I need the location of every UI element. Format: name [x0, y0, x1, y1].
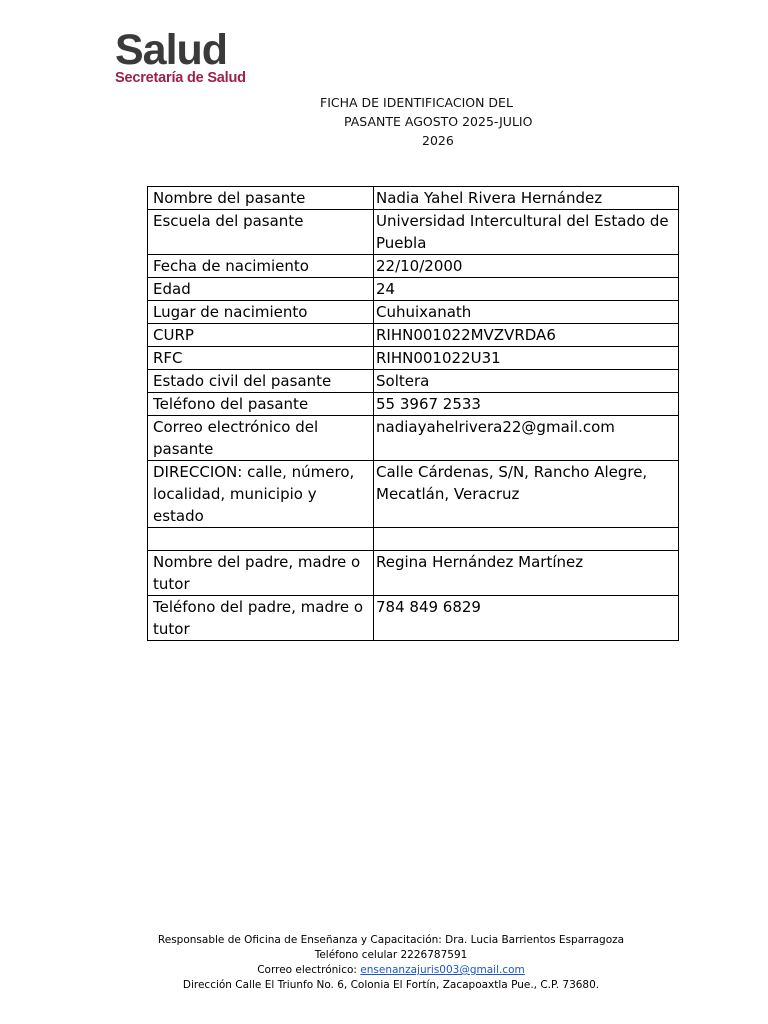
row-value: 55 3967 2533	[374, 393, 679, 416]
row-value: Calle Cárdenas, S/N, Rancho Alegre, Mecatlán, Veracruz	[374, 461, 679, 528]
table-row-empty	[148, 528, 679, 551]
row-value: nadiayahelrivera22@gmail.com	[374, 416, 679, 461]
logo-sub-text: Secretaría de Salud	[115, 70, 246, 86]
table-row	[148, 210, 679, 255]
row-value: 24	[374, 278, 679, 301]
logo-main-text: Salud	[115, 26, 228, 74]
student-info-table	[147, 186, 679, 641]
row-value: Soltera	[374, 370, 679, 393]
title-line-1: FICHA DE IDENTIFICACION DEL	[320, 95, 513, 110]
row-label: Nombre del pasante	[148, 187, 374, 210]
row-value: Nadia Yahel Rivera Hernández	[374, 187, 679, 210]
table-row	[148, 301, 679, 324]
table-row	[148, 596, 679, 641]
row-value: 22/10/2000	[374, 255, 679, 278]
table-row	[148, 255, 679, 278]
title-line-3: 2026	[422, 133, 454, 148]
row-label: Teléfono del padre, madre o tutor	[148, 596, 374, 641]
row-label: Lugar de nacimiento	[148, 301, 374, 324]
table-row	[148, 278, 679, 301]
row-label	[148, 528, 374, 551]
row-label: RFC	[148, 347, 374, 370]
page-footer	[0, 933, 768, 993]
row-label: Teléfono del pasante	[148, 393, 374, 416]
row-label: Edad	[148, 278, 374, 301]
row-label: DIRECCION: calle, número, localidad, municipio y estado	[148, 461, 374, 528]
row-value: RIHN001022MVZVRDA6	[374, 324, 679, 347]
row-value: Universidad Intercultural del Estado de Puebla	[374, 210, 679, 255]
row-label: Fecha de nacimiento	[148, 255, 374, 278]
row-value	[374, 528, 679, 551]
footer-responsible: Responsable de Oficina de Enseñanza y Capacitación: Dra. Lucia Barrientos Esparragoza	[157, 934, 625, 946]
table-row	[148, 461, 679, 528]
footer-address: Dirección Calle El Triunfo No. 6, Colonia El Fortín, Zacapoaxtla Pue., C.P. 73680.	[182, 979, 600, 991]
footer-phone: Teléfono celular 2226787591	[314, 949, 468, 961]
row-value: Cuhuixanath	[374, 301, 679, 324]
table-row	[148, 393, 679, 416]
footer-email-label: Correo electrónico:	[257, 964, 361, 976]
row-value: Regina Hernández Martínez	[374, 551, 679, 596]
row-value: RIHN001022U31	[374, 347, 679, 370]
row-label: Correo electrónico del pasante	[148, 416, 374, 461]
document-title	[300, 93, 533, 150]
footer-email-link[interactable]: ensenanzajuris003@gmail.com	[360, 964, 525, 976]
table-row	[148, 416, 679, 461]
table-row	[148, 370, 679, 393]
table-row	[148, 324, 679, 347]
table-row	[148, 347, 679, 370]
row-label: Escuela del pasante	[148, 210, 374, 255]
row-value: 784 849 6829	[374, 596, 679, 641]
salud-logo	[115, 26, 246, 86]
row-label: CURP	[148, 324, 374, 347]
footer-email-line	[0, 963, 768, 978]
table-row	[148, 187, 679, 210]
row-label: Nombre del padre, madre o tutor	[148, 551, 374, 596]
title-line-2: PASANTE AGOSTO 2025-JULIO	[344, 114, 533, 129]
row-label: Estado civil del pasante	[148, 370, 374, 393]
table-row	[148, 551, 679, 596]
